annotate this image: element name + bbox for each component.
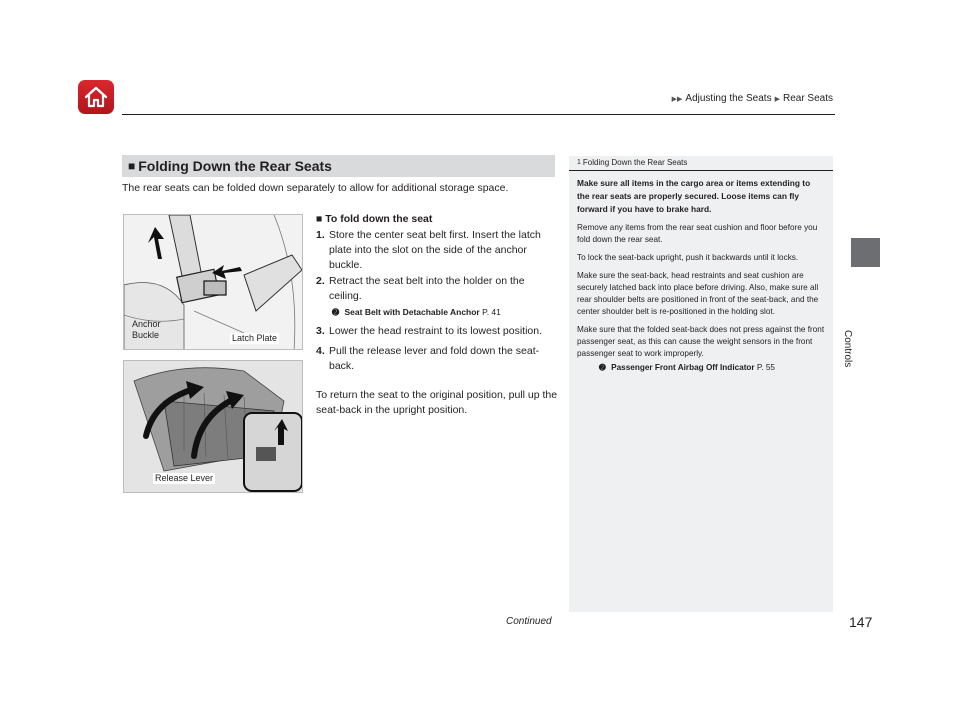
sidebar-paragraph: To lock the seat-back upright, push it backwards until it locks. [577,253,799,262]
procedure-heading: ■ To fold down the seat [316,213,433,225]
arrow-reference-icon: ➋ [599,363,606,372]
seat-belt-illustration [123,214,303,350]
step-4: 4. Pull the release lever and fold down the seat-back. [316,345,540,372]
sidebar-note [569,156,833,612]
header-divider [122,114,835,115]
sidebar-warning: Make sure all items in the cargo area or items extending to the rear seats are properly secured. Loose items can fly forward if you have to brake hard. [577,178,811,214]
anchor-buckle-label: Anchor Buckle [132,319,161,340]
airbag-indicator-link[interactable]: ➋ Passenger Front Airbag Off Indicator P. 55 [599,363,775,372]
home-icon [83,85,109,109]
sidebar-paragraph: Make sure the seat-back, head restraints and seat cushion are securely latched back into place before driving. Also, make sure all rear shoulder belts are positioned in front of the seat-back, and the center shoulder belt is re-positioned in the holding slot. [577,271,819,316]
section-intro: The rear seats can be folded down separately to allow for additional storage space. [122,182,509,194]
breadcrumb-item-adjusting-seats[interactable]: Adjusting the Seats [685,93,772,104]
section-title: Folding Down the Rear Seats [138,158,332,174]
chapter-label: Controls [842,330,853,368]
note-marker: 1 [577,159,581,166]
release-lever-label: Release Lever [155,473,214,483]
seat-belt-anchor-link[interactable]: ➋ Seat Belt with Detachable Anchor P. 41 [332,307,501,317]
triangle-right-icon: ▶▶ [671,95,683,103]
return-instruction: To return the seat to the original position, pull up the seat-back in the upright position. [316,389,558,416]
page-number: 147 [849,614,873,630]
black-square-icon: ■ [128,159,136,173]
procedure [316,212,560,418]
continued-label: Continued [506,616,552,627]
step-2: 2. Retract the seat belt into the holder on the ceiling. [316,275,525,302]
sidebar-title: Folding Down the Rear Seats [582,158,688,167]
section-heading [122,155,555,177]
chapter-tab[interactable] [851,238,880,267]
home-button[interactable] [78,80,114,114]
latch-plate-label: Latch Plate [232,333,278,343]
step-3: 3. Lower the head restraint to its lowest position. [316,325,543,337]
triangle-right-icon: ▶ [774,95,780,103]
breadcrumb [672,93,833,104]
arrow-reference-icon: ➋ [332,307,340,317]
sidebar-paragraph: Make sure that the folded seat-back does not press against the front passenger seat, as this can cause the weight sensors in the front passenger seat to work improperly. [577,325,825,358]
sidebar-heading [569,156,833,171]
black-square-icon: ■ [316,213,323,225]
release-lever-illustration [123,360,303,493]
step-1: 1. Store the center seat belt first. Insert the latch plate into the slot on the side of the anchor buckle. [316,229,541,271]
sidebar-paragraph: Remove any items from the rear seat cushion and floor before you fold down the rear seat. [577,223,818,244]
breadcrumb-item-rear-seats[interactable]: Rear Seats [782,93,833,104]
